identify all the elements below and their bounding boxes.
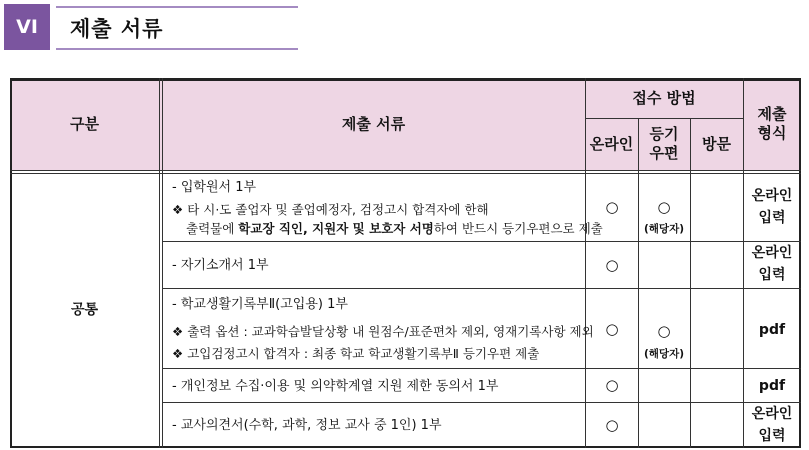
row-1-format: 온라인 입력 — [751, 188, 793, 226]
row-3-note-1-text: 출력 옵션 : 교과학습발달상황 내 원점수/표준편차 제외, 영재기록사항 제외 — [187, 324, 594, 339]
row-divider-4 — [162, 402, 801, 403]
row-3-note-2 — [172, 345, 539, 362]
row-3-online-mark: ○ — [605, 320, 619, 338]
section-number: VI — [16, 16, 38, 38]
header-category: 구분 — [70, 114, 99, 133]
header-divider — [10, 170, 801, 171]
row-3-note-1 — [172, 323, 594, 340]
row-4-online-mark: ○ — [605, 376, 619, 394]
row-3-title: - 학교생활기록부Ⅱ(고입용) 1부 — [172, 297, 348, 312]
documents-table — [10, 78, 801, 448]
bullet-icon: ❖ — [172, 324, 184, 339]
section-title: 제출 서류 — [70, 17, 164, 41]
row-1-note-2-suffix: 하여 반드시 등기우편으로 제출 — [433, 221, 603, 236]
header-format: 제출 형식 — [757, 105, 787, 142]
row-1-note-1-text: 타 시·도 졸업자 및 졸업예정자, 검정고시 합격자에 한해 — [187, 202, 489, 217]
header-method-group: 접수 방법 — [632, 88, 696, 107]
row-divider-2 — [162, 288, 801, 289]
col-divider-category — [159, 78, 160, 448]
row-3-mail-mark: ○ — [657, 322, 671, 340]
header-documents: 제출 서류 — [341, 114, 406, 133]
header-online: 온라인 — [589, 134, 634, 153]
row-divider-3 — [162, 368, 801, 369]
category-common: 공통 — [70, 302, 99, 319]
bullet-icon: ❖ — [172, 346, 184, 361]
row-1-note-2-prefix: 출력물에 — [186, 221, 239, 236]
row-1-title: - 입학원서 1부 — [172, 180, 257, 195]
row-3-note-2-text: 고입검정고시 합격자 : 최종 학교 학교생활기록부Ⅱ 등기우편 제출 — [187, 346, 540, 361]
row-3-format: pdf — [758, 322, 786, 338]
row-4-title: - 개인정보 수집·이용 및 의약학계열 지원 제한 동의서 1부 — [172, 379, 499, 394]
bullet-icon: ❖ — [172, 202, 184, 217]
row-2-title: - 자기소개서 1부 — [172, 258, 269, 273]
header-visit: 방문 — [702, 134, 731, 153]
section-title-rule-top — [56, 6, 298, 8]
header-mail: 등기 우편 — [649, 125, 679, 162]
row-1-note-2-bold: 학교장 직인, 지원자 및 보호자 서명 — [238, 221, 434, 236]
row-5-format: 온라인 입력 — [751, 406, 793, 444]
row-1-note-2 — [186, 220, 603, 237]
row-2-online-mark: ○ — [605, 256, 619, 274]
row-3-mail-note: (해당자) — [643, 348, 685, 360]
section-title-rule-bottom — [56, 48, 298, 50]
row-1-mail-note: (해당자) — [643, 223, 685, 235]
row-4-format: pdf — [758, 378, 786, 394]
row-1-note-1 — [172, 201, 489, 218]
row-1-mail-mark: ○ — [657, 198, 671, 216]
section-number-badge — [4, 4, 50, 50]
row-2-format: 온라인 입력 — [751, 245, 793, 283]
row-5-online-mark: ○ — [605, 416, 619, 434]
row-5-title: - 교사의견서(수학, 과학, 정보 교사 중 1인) 1부 — [172, 418, 442, 433]
row-divider-1 — [162, 241, 801, 242]
row-1-online-mark: ○ — [605, 198, 619, 216]
